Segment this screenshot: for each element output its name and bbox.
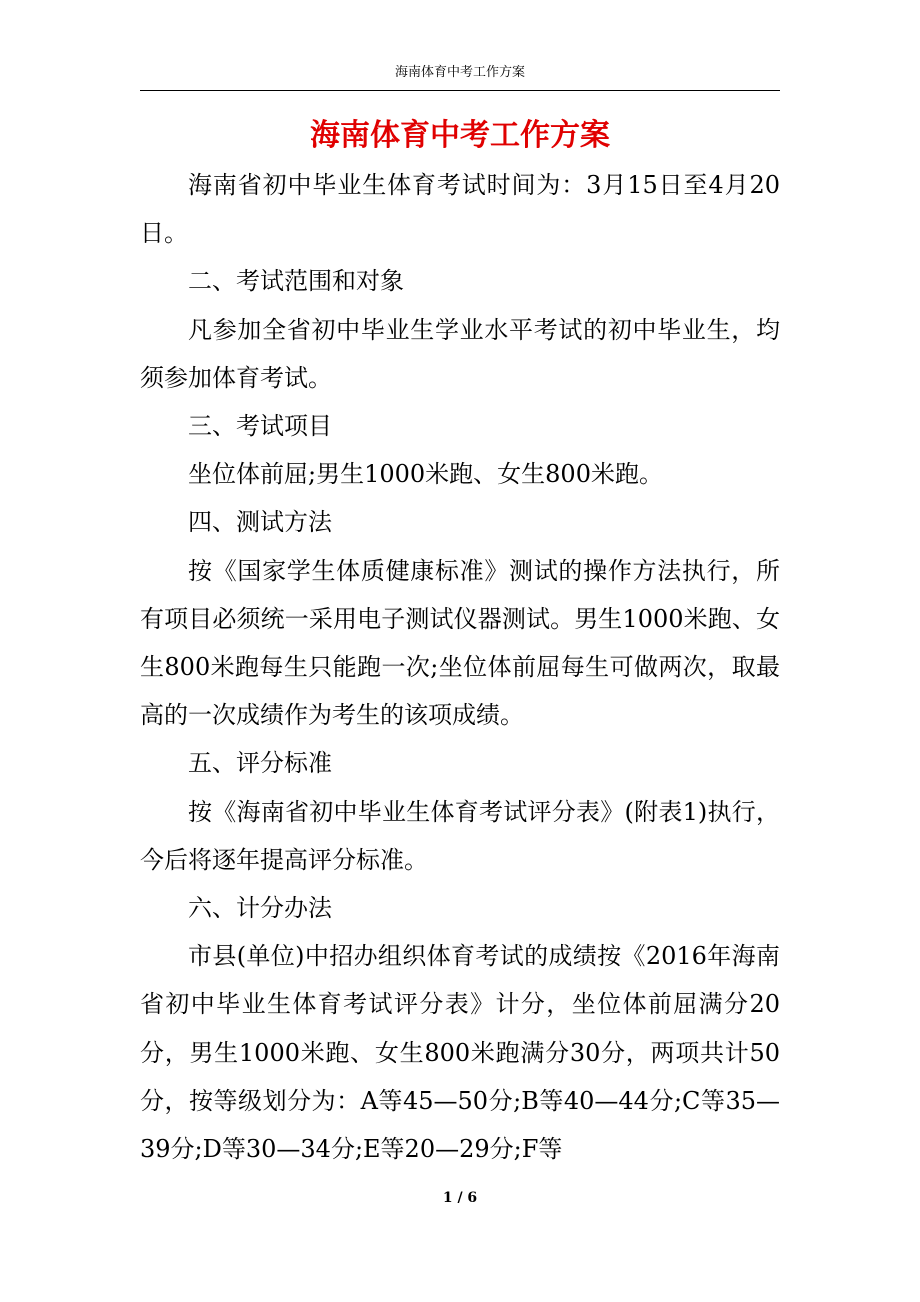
paragraph-methods: 按《国家学生体质健康标准》测试的操作方法执行，所有项目必须统一采用电子测试仪器测试。男生1000米跑、女生800米跑每生只能跑一次;坐位体前屈每生可做两次，取最高的一次成绩作为考生的该项成绩。 xyxy=(140,556,780,730)
running-header: 海南体育中考工作方案 xyxy=(394,65,525,80)
paragraph-scoring: 市县(单位)中招办组织体育考试的成绩按《2016年海南省初中毕业生体育考试评分表》计分，坐位体前屈满分20分，男生1000米跑、女生800米跑满分30分，两项共计50分，按等级划分为：A等45—50分;B等40—44分;C等35—39分;D等30—34分;E等20—29分;F等 xyxy=(140,942,780,1164)
paragraph-items: 坐位体前屈;男生1000米跑、女生800米跑。 xyxy=(188,460,663,489)
heading-standards: 五、评分标准 xyxy=(188,749,332,778)
paragraph-scope: 凡参加全省初中毕业生学业水平考试的初中毕业生，均须参加体育考试。 xyxy=(140,315,780,392)
document-body xyxy=(140,161,780,1173)
heading-methods: 四、测试方法 xyxy=(188,508,332,537)
paragraph-standards: 按《海南省初中毕业生体育考试评分表》(附表1)执行，今后将逐年提高评分标准。 xyxy=(140,797,780,874)
heading-scope: 二、考试范围和对象 xyxy=(188,267,404,296)
page-indicator: 1 / 6 xyxy=(442,1190,478,1206)
heading-items: 三、考试项目 xyxy=(188,412,332,441)
heading-scoring: 六、计分办法 xyxy=(188,894,332,923)
header-divider xyxy=(140,90,780,91)
paragraph-exam-dates: 海南省初中毕业生体育考试时间为：3月15日至4月20日。 xyxy=(140,171,780,248)
document-title: 海南体育中考工作方案 xyxy=(310,118,610,153)
